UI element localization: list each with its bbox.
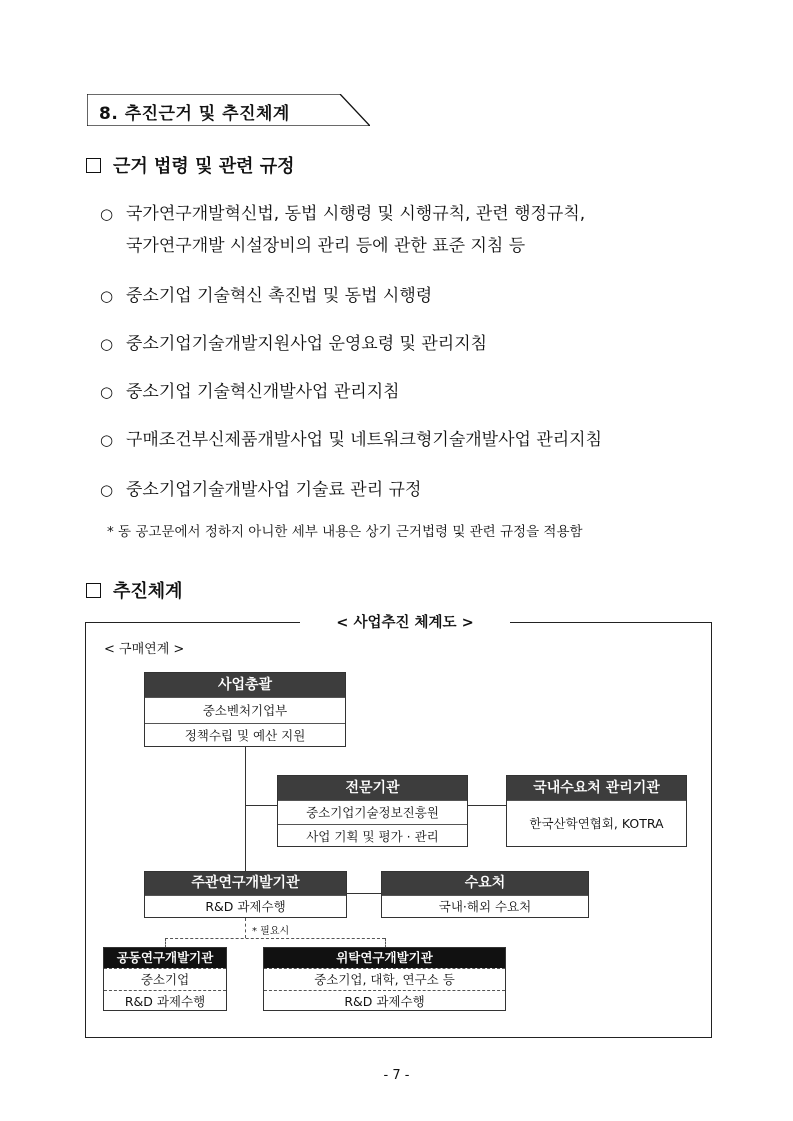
circle-bullet-icon: ○ [100, 287, 114, 305]
connector-dashed-horizontal [165, 938, 385, 939]
square-bullet-icon [86, 158, 101, 173]
legal-item-text: 국가연구개발 시설장비의 관리 등에 관한 표준 지침 등 [126, 236, 526, 256]
connector-agency-demand [468, 805, 506, 806]
box-main-row: 중소벤처기업부 [145, 697, 345, 723]
connector-dashed-down [245, 918, 246, 938]
box-main-title: 사업총괄 [145, 673, 345, 697]
box-joint-org [103, 947, 227, 1011]
box-joint-org-row: R&D 과제수행 [104, 990, 226, 1012]
legal-item-text: 중소기업기술개발지원사업 운영요령 및 관리지침 [126, 334, 488, 354]
legal-item-text: 국가연구개발혁신법, 동법 시행령 및 시행규칙, 관련 행정규칙, [126, 204, 586, 224]
system-heading-text: 추진체계 [113, 581, 183, 602]
box-agency-title: 전문기관 [278, 776, 467, 800]
box-lead-org-title: 주관연구개발기관 [145, 872, 346, 895]
if-needed-note: * 필요시 [252, 926, 290, 937]
box-demander-title: 수요처 [382, 872, 588, 895]
box-main [144, 672, 346, 747]
connector-to-agency [245, 805, 277, 806]
box-consign-org-title: 위탁연구개발기관 [264, 948, 505, 968]
circle-bullet-icon: ○ [100, 481, 114, 499]
circle-bullet-icon: ○ [100, 383, 114, 401]
diagram-title: < 사업추진 체계도 > [300, 611, 510, 635]
section-title: 8. 추진근거 및 추진체계 [99, 104, 290, 124]
box-consign-org-row: R&D 과제수행 [264, 990, 505, 1012]
section-header [87, 94, 370, 126]
box-agency-row: 사업 기획 및 평가 · 관리 [278, 824, 467, 848]
box-demand-mgmt-row: 한국산학연협회, KOTRA [507, 800, 686, 847]
circle-bullet-icon: ○ [100, 205, 114, 223]
box-joint-org-row: 중소기업 [104, 968, 226, 990]
box-demand-mgmt [506, 775, 687, 847]
box-joint-org-title: 공동연구개발기관 [104, 948, 226, 968]
box-agency-row: 중소기업기술정보진흥원 [278, 800, 467, 824]
box-demand-mgmt-title: 국내수요처 관리기관 [507, 776, 686, 800]
box-consign-org [263, 947, 506, 1011]
square-bullet-icon [86, 583, 101, 598]
diagram-sub-label: < 구매연계 > [104, 642, 185, 657]
circle-bullet-icon: ○ [100, 335, 114, 353]
box-lead-org [144, 871, 347, 918]
legal-item-text: 구매조건부신제품개발사업 및 네트워크형기술개발사업 관리지침 [126, 430, 603, 450]
legal-item [100, 424, 602, 457]
legal-note: * 동 공고문에서 정하지 아니한 세부 내용은 상기 근거법령 및 관련 규정을 적용함 [107, 524, 583, 540]
legal-item-cont [126, 230, 525, 263]
page-number: - 7 - [383, 1068, 410, 1083]
box-main-row: 정책수립 및 예산 지원 [145, 723, 345, 748]
box-demander-row: 국내·해외 수요처 [382, 895, 588, 918]
legal-heading-text: 근거 법령 및 관련 규정 [113, 156, 295, 177]
legal-item [100, 280, 432, 313]
connector-vertical [245, 746, 246, 872]
legal-item [100, 376, 400, 409]
legal-item [100, 198, 585, 231]
legal-item [100, 328, 487, 361]
box-demander [381, 871, 589, 918]
box-agency [277, 775, 468, 847]
legal-item-text: 중소기업 기술혁신개발사업 관리지침 [126, 382, 400, 402]
connector-lead-demander [347, 893, 381, 894]
box-consign-org-row: 중소기업, 대학, 연구소 등 [264, 968, 505, 990]
system-heading [86, 577, 183, 603]
legal-item [100, 474, 421, 507]
legal-item-text: 중소기업 기술혁신 촉진법 및 동법 시행령 [126, 286, 433, 306]
box-lead-org-row: R&D 과제수행 [145, 895, 346, 918]
legal-heading [86, 152, 295, 178]
circle-bullet-icon: ○ [100, 431, 114, 449]
legal-item-text: 중소기업기술개발사업 기술료 관리 규정 [126, 480, 422, 500]
